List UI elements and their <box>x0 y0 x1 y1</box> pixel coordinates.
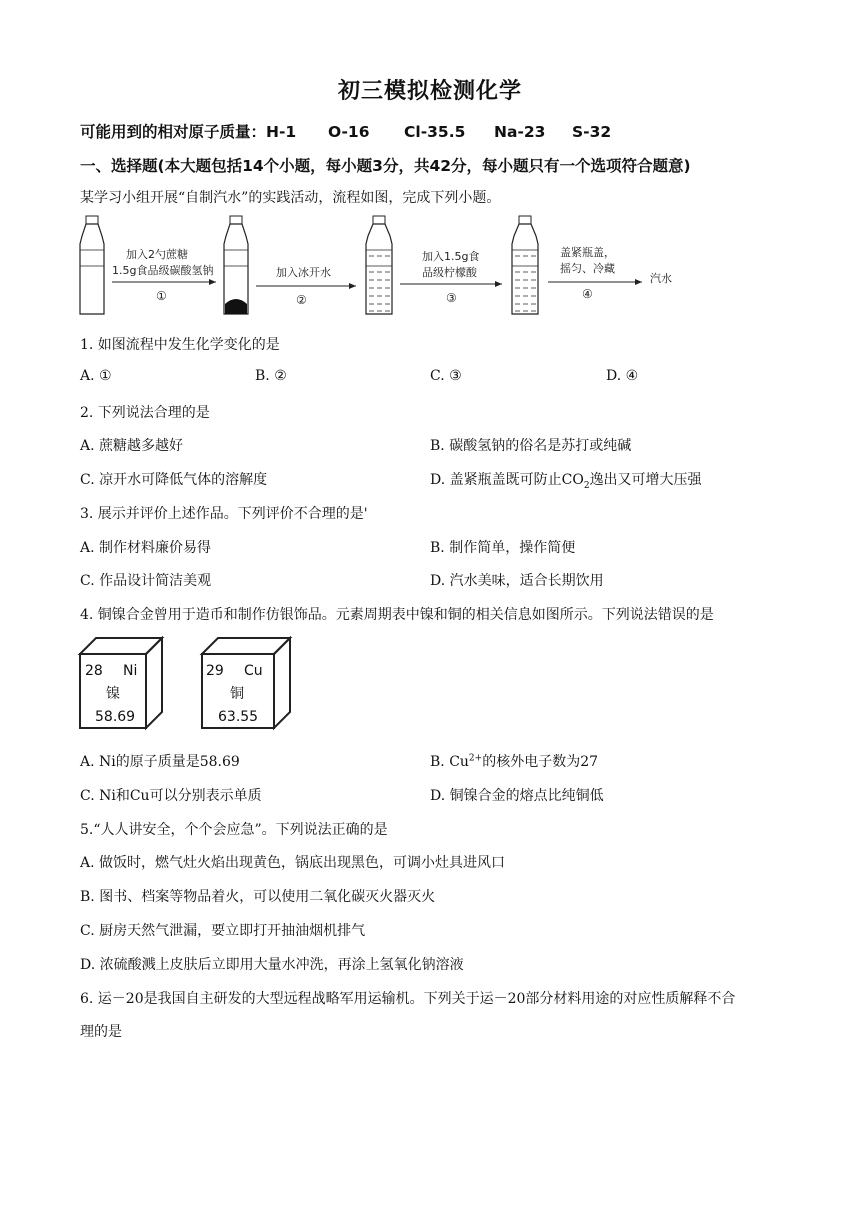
ni-atomic-mass: 58.69 <box>95 709 136 725</box>
element-cards <box>76 636 326 732</box>
question-4-stem: 4. 铜镍合金曾用于造币和制作仿银饰品。元素周期表中镍和铜的相关信息如图所示。下列说法错误的是 <box>80 607 714 623</box>
flow-step2: 加入冰开水 <box>276 266 331 279</box>
q1-option-c: C. ③ <box>430 368 462 384</box>
flow-step1-num: ① <box>156 289 167 303</box>
mass-item: S-32 <box>572 123 612 141</box>
q1-option-b: B. ② <box>255 368 287 384</box>
q5-option-c: C. 厨房天然气泄漏，要立即打开抽油烟机排气 <box>80 923 366 939</box>
page-title: 初三模拟检测化学 <box>337 79 522 104</box>
ni-symbol: Ni <box>123 663 138 679</box>
q2-option-a: A. 蔗糖越多越好 <box>80 438 184 454</box>
atomic-mass-line <box>80 120 611 142</box>
flow-step2-num: ② <box>296 293 307 307</box>
mass-item: Na-23 <box>494 123 546 141</box>
flow-step3-line2: 品级柠檬酸 <box>422 266 477 279</box>
flow-product: 汽水 <box>650 272 672 285</box>
cu-symbol: Cu <box>244 663 263 679</box>
mass-item: H-1 <box>266 123 297 141</box>
q4-option-a: A. Ni的原子质量是58.69 <box>80 754 240 770</box>
q2-option-d <box>430 469 702 491</box>
q4-option-d: D. 铜镍合金的熔点比纯铜低 <box>430 788 604 804</box>
q2-option-d-text-end: 逸出又可增大压强 <box>589 472 702 488</box>
q3-option-d: D. 汽水美味，适合长期饮用 <box>430 573 604 589</box>
q2-option-d-subscript: 2 <box>583 480 590 491</box>
q4-option-b-superscript: 2+ <box>468 753 483 764</box>
copper-element-card <box>202 638 290 728</box>
flow-diagram <box>70 210 690 320</box>
atomic-mass-label: 可能用到的相对原子质量： <box>80 123 267 141</box>
flow-step4-line1: 盖紧瓶盖， <box>560 246 615 259</box>
ni-atomic-number: 28 <box>85 663 103 679</box>
cu-name: 铜 <box>230 686 244 702</box>
flow-step1-line2: 1.5g食品级碳酸氢钠 <box>112 264 214 277</box>
question-3-stem: 3. 展示并评价上述作品。下列评价不合理的是' <box>80 506 368 522</box>
nickel-element-card <box>80 638 162 728</box>
mass-item: Cl-35.5 <box>404 123 466 141</box>
section-heading: 一、选择题(本大题包括14个小题，每小题3分，共42分，每小题只有一个选项符合题意) <box>80 157 691 175</box>
q2-option-c: C. 凉开水可降低气体的溶解度 <box>80 472 268 488</box>
flow-step3-num: ③ <box>446 291 457 305</box>
mass-item: O-16 <box>328 123 370 141</box>
q4-option-b <box>430 751 598 771</box>
flow-step1-line1: 加入2勺蔗糖 <box>126 248 188 261</box>
question-6-stem-line2: 理的是 <box>80 1024 122 1040</box>
q3-option-b: B. 制作简单，操作简便 <box>430 540 576 556</box>
bottle-sediment-icon <box>224 216 248 314</box>
q4-option-c: C. Ni和Cu可以分别表示单质 <box>80 788 262 804</box>
question-2-stem: 2. 下列说法合理的是 <box>80 405 210 421</box>
question-6-stem-line1: 6. 运－20是我国自主研发的大型远程战略军用运输机。下列关于运－20部分材料用途的对应性质解释不合 <box>80 991 736 1007</box>
q4-option-b-text: B. Cu <box>430 754 469 770</box>
cu-atomic-number: 29 <box>206 663 224 679</box>
bottle-empty-icon <box>80 216 104 314</box>
ni-name: 镍 <box>106 686 120 702</box>
q5-option-a: A. 做饭时，燃气灶火焰出现黄色，锅底出现黑色，可调小灶具进风口 <box>80 855 506 871</box>
q3-option-a: A. 制作材料廉价易得 <box>80 540 212 556</box>
cu-atomic-mass: 63.55 <box>218 709 259 725</box>
flow-step4-num: ④ <box>582 287 593 301</box>
q4-option-b-text-end: 的核外电子数为27 <box>482 754 599 770</box>
q3-option-c: C. 作品设计简洁美观 <box>80 573 212 589</box>
question-5-stem: 5.“人人讲安全，个个会应急”。下列说法正确的是 <box>80 822 388 838</box>
bottle-water-icon <box>366 216 392 314</box>
q5-option-b: B. 图书、档案等物品着火，可以使用二氧化碳灭火器灭火 <box>80 889 436 905</box>
q1-option-a: A. ① <box>80 368 112 384</box>
question-1-stem: 1. 如图流程中发生化学变化的是 <box>80 337 280 353</box>
flow-step4-line2: 摇匀、冷藏 <box>560 262 615 275</box>
q5-option-d: D. 浓硫酸溅上皮肤后立即用大量水冲洗，再涂上氢氧化钠溶液 <box>80 957 464 973</box>
q2-option-b: B. 碳酸氢钠的俗名是苏打或纯碱 <box>430 438 632 454</box>
section-intro: 某学习小组开展“自制汽水”的实践活动，流程如图，完成下列小题。 <box>80 190 501 206</box>
bottle-water-icon <box>512 216 538 314</box>
q1-option-d: D. ④ <box>606 368 639 384</box>
flow-step3-line1: 加入1.5g食 <box>422 250 480 263</box>
q2-option-d-text: D. 盖紧瓶盖既可防止CO <box>430 472 584 488</box>
